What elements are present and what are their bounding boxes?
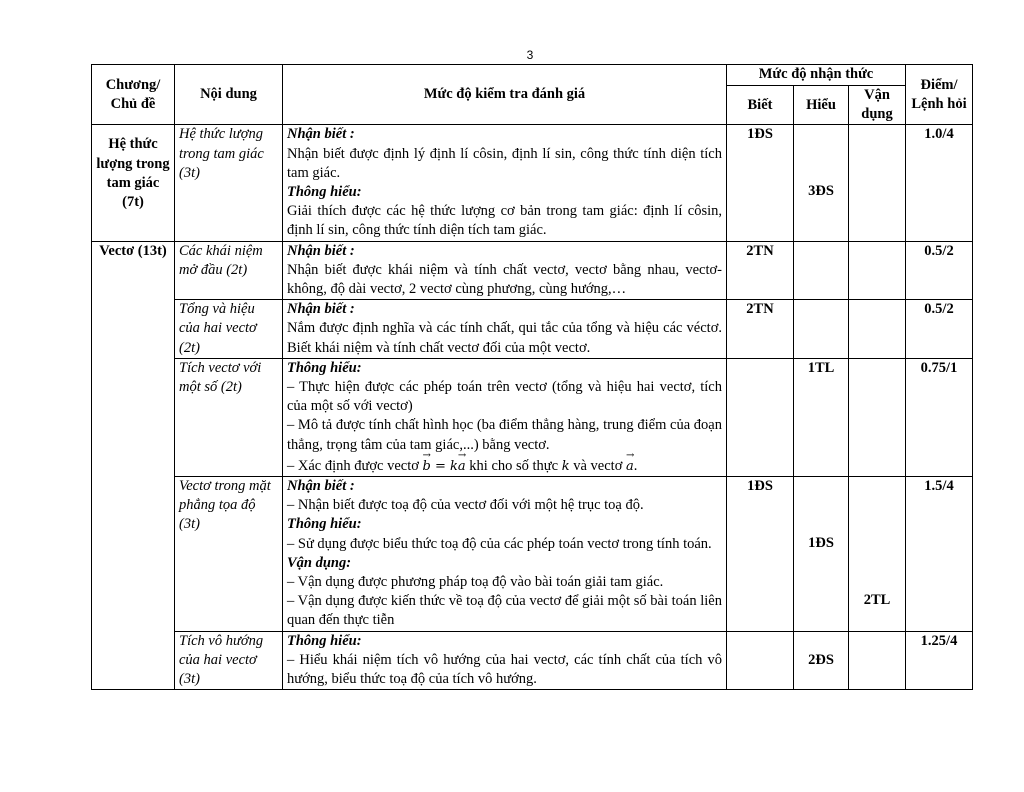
eval-line: Nắm được định nghĩa và các tính chất, qui tắc của tổng và hiệu các véctơ. Biết khái niệm và tính chất vectơ đối của một vectơ. xyxy=(287,320,722,356)
apply-cell xyxy=(849,125,906,241)
eval-line: – Nhận biết được toạ độ của vectơ đối với một hệ trục toạ độ. xyxy=(287,497,644,514)
apply-value: 2TL xyxy=(863,592,891,609)
eval-line: Nhận biết được khái niệm và tính chất vectơ, vectơ bằng nhau, vectơ-không, độ dài vectơ, 2 vectơ cùng phương, cùng hướng,… xyxy=(287,261,722,298)
header-content: Nội dung xyxy=(175,65,283,125)
eval-cell xyxy=(283,125,727,241)
page-number: 3 xyxy=(526,48,534,62)
eval-line: – Thực hiện được các phép toán trên vectơ (tổng và hiệu hai vectơ, tích của một số với vectơ) xyxy=(287,379,722,415)
understand-cell xyxy=(794,300,849,359)
vector-a: → a xyxy=(458,457,466,476)
level-title: Nhận biết : xyxy=(287,242,355,259)
know-cell: 1ĐS xyxy=(727,125,794,241)
level-title: Nhận biết : xyxy=(287,478,355,495)
understand-value: 1ĐS xyxy=(808,535,834,552)
score-cell: 1.0/4 xyxy=(906,125,973,241)
vector-a: → a xyxy=(626,457,634,476)
understand-cell: 2ĐS xyxy=(794,631,849,690)
topic-cell: Tích vectơ với một số (2t) xyxy=(175,358,283,476)
score-cell: 0.5/2 xyxy=(906,300,973,359)
eval-line: – Mô tả được tính chất hình học (ba điểm thẳng hàng, trung điểm của đoạn thẳng, trọng tâm của tam giác,...) bằng vectơ. xyxy=(287,417,722,453)
apply-cell xyxy=(849,477,906,632)
eval-line: Nhận biết được định lý định lí côsin, định lí sin, công thức tính diện tích tam giác. xyxy=(287,145,722,181)
chapter-cell: Vectơ (13t) xyxy=(92,241,175,690)
table-row xyxy=(92,358,973,476)
level-title: Nhận biết : xyxy=(287,126,355,143)
vector-b: → b xyxy=(423,457,431,476)
table-row xyxy=(92,300,973,359)
eval-cell xyxy=(283,300,727,359)
table-row xyxy=(92,125,973,241)
understand-cell: 1TL xyxy=(794,358,849,476)
eval-cell xyxy=(283,358,727,476)
know-cell: 2TN xyxy=(727,300,794,359)
level-title: Thông hiểu: xyxy=(287,632,362,649)
topic-cell: Các khái niệm mở đầu (2t) xyxy=(175,241,283,300)
apply-cell xyxy=(849,300,906,359)
topic-cell: Tổng và hiệu của hai vectơ (2t) xyxy=(175,300,283,359)
understand-cell xyxy=(794,477,849,632)
level-title: Thông hiểu: xyxy=(287,359,362,376)
scalar-k: k xyxy=(561,458,570,474)
eval-line: Giải thích được các hệ thức lượng cơ bản trong tam giác: định lí côsin, định lí sin, công thức tính diện tích tam giác. xyxy=(287,203,722,239)
topic-cell: Tích vô hướng của hai vectơ (3t) xyxy=(175,631,283,690)
eval-line: – Hiểu khái niệm tích vô hướng của hai vectơ, các tính chất của tích vô hướng, biểu thức toạ độ của tích vô hướng. xyxy=(287,651,722,688)
formula-end: . xyxy=(633,457,638,474)
table-row xyxy=(92,241,973,300)
score-cell: 1.5/4 xyxy=(906,477,973,632)
header-chapter: Chương/ Chủ đề xyxy=(92,65,175,125)
eval-cell xyxy=(283,477,727,632)
header-eval: Mức độ kiểm tra đánh giá xyxy=(283,65,727,125)
level-title: Thông hiểu: xyxy=(287,516,362,533)
formula-mid: khi cho số thực xyxy=(465,457,562,474)
header-score: Điểm/ Lệnh hỏi xyxy=(906,65,973,125)
eval-cell xyxy=(283,241,727,300)
formula-line xyxy=(287,455,722,476)
know-cell xyxy=(727,631,794,690)
assessment-matrix-table xyxy=(91,64,973,690)
eval-line: – Vận dụng được phương pháp toạ độ vào bài toán giải tam giác. xyxy=(287,574,664,591)
header-understand: Hiểu xyxy=(794,86,849,125)
level-title: Thông hiểu: xyxy=(287,184,362,201)
level-title: Nhận biết : xyxy=(287,301,355,318)
level-title: Vận dụng: xyxy=(287,554,352,571)
eval-cell xyxy=(283,631,727,690)
chapter-cell: Hệ thức lượng trong tam giác (7t) xyxy=(92,125,175,241)
score-cell: 0.75/1 xyxy=(906,358,973,476)
header-know: Biết xyxy=(727,86,794,125)
header-apply: Vận dụng xyxy=(849,86,906,125)
topic-cell: Hệ thức lượng trong tam giác (3t) xyxy=(175,125,283,241)
table-row xyxy=(92,477,973,632)
apply-cell xyxy=(849,241,906,300)
know-cell: 1ĐS xyxy=(727,477,794,632)
understand-cell xyxy=(794,241,849,300)
topic-cell: Vectơ trong mặt phẳng tọa độ (3t) xyxy=(175,477,283,632)
header-cognitive-level: Mức độ nhận thức xyxy=(727,65,906,86)
apply-cell xyxy=(849,358,906,476)
know-cell xyxy=(727,358,794,476)
formula-eq: = k xyxy=(430,458,458,474)
understand-cell xyxy=(794,125,849,241)
table-row xyxy=(92,631,973,690)
formula-prefix: – Xác định được vectơ xyxy=(287,457,419,474)
eval-line: – Vận dụng được kiến thức về toạ độ của vectơ để giải một số bài toán liên quan đến thực tiễn xyxy=(287,593,722,629)
score-cell: 0.5/2 xyxy=(906,241,973,300)
formula-tail: và vectơ xyxy=(569,457,627,474)
know-cell: 2TN xyxy=(727,241,794,300)
understand-value: 3ĐS xyxy=(808,183,834,200)
eval-line: – Sử dụng được biểu thức toạ độ của các phép toán vectơ trong tính toán. xyxy=(287,535,712,552)
score-cell: 1.25/4 xyxy=(906,631,973,690)
apply-cell xyxy=(849,631,906,690)
